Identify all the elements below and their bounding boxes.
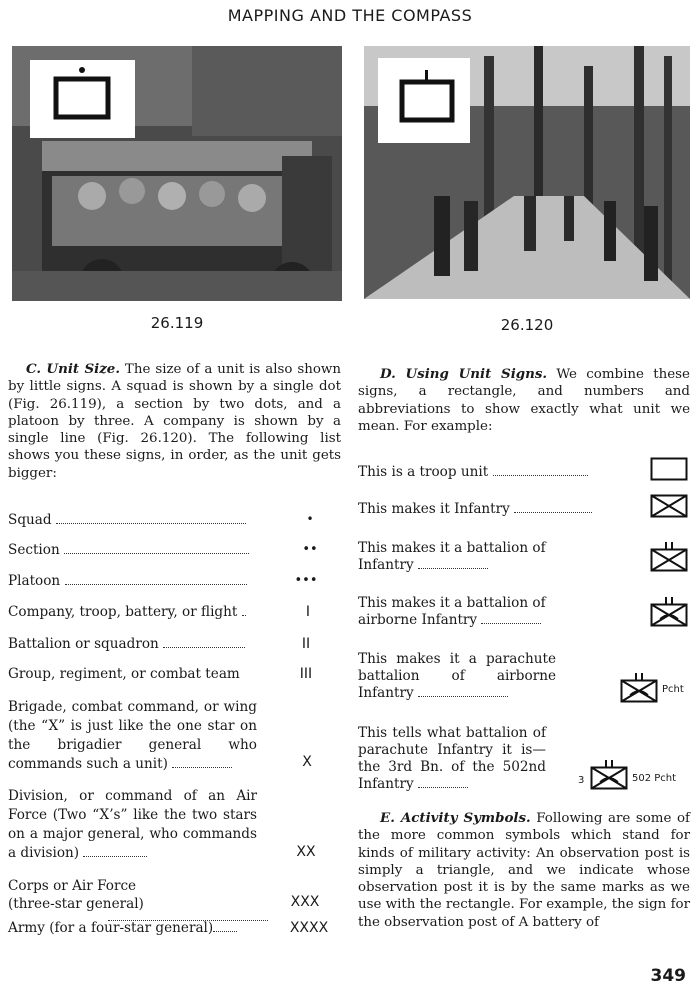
sign-label: This makes it a parachute battalion of airborne Infantry (358, 651, 556, 701)
unit-symbol: X (302, 754, 312, 770)
unit-row-section (8, 542, 258, 560)
unit-symbol: III (299, 666, 313, 682)
photo-jungle (364, 46, 690, 299)
unit-row-division (8, 787, 257, 863)
section-d-paragraph (358, 366, 690, 435)
figure-caption-1: 26.119 (150, 314, 204, 332)
unit-label: Army (for a four-star general) (8, 920, 214, 936)
sign-label: This makes it a battalion of Infantry (358, 540, 546, 573)
section-e-heading: E. Activity Symbols. (380, 810, 531, 826)
unit-label: Corps or Air Force (three-star general) (8, 878, 144, 912)
page-number: 349 (650, 966, 686, 986)
unit-row-army (8, 920, 273, 938)
unit-label: Company, troop, battery, or flight (8, 604, 238, 620)
unit-row-group (8, 666, 268, 684)
figure-caption-2: 26.120 (500, 316, 554, 334)
unit-row-brigade (8, 698, 257, 774)
unit-symbol: •• (302, 542, 318, 557)
battalion-number-note: 3 (578, 775, 585, 786)
sign-row-battalion-infantry (358, 540, 553, 574)
photo-truck (12, 46, 342, 301)
sign-row-troop (358, 464, 618, 482)
regiment-note: 502 Pcht (632, 773, 677, 784)
unit-symbol: ••• (294, 573, 318, 588)
section-d-heading: D. Using Unit Signs. (380, 366, 548, 382)
sign-label: This makes it Infantry (358, 501, 510, 517)
pcht-note: Pcht (662, 684, 684, 695)
unit-symbol: XX (296, 844, 316, 860)
section-e-paragraph (358, 810, 690, 931)
unit-symbol: I (305, 604, 311, 620)
unit-symbol: • (306, 512, 314, 526)
unit-symbol: II (301, 636, 311, 652)
sign-row-502nd (358, 725, 546, 793)
section-c-paragraph (8, 361, 341, 482)
unit-label: Group, regiment, or combat team (8, 666, 240, 682)
unit-label: Squad (8, 512, 52, 528)
unit-row-squad (8, 512, 258, 530)
unit-label: Battalion or squadron (8, 636, 159, 652)
unit-label: Division, or command of an Air Force (Two “X’s” like the two stars on a major general, who commands a division) (8, 788, 257, 861)
section-c-heading: C. Unit Size. (26, 361, 120, 377)
unit-label: Brigade, combat command, or wing (the “X” is just like the one star on the brigadier general who commands such a unit) (8, 699, 257, 772)
section-c-text: The size of a unit is also shown by little signs. A squad is shown by a single dot (Fig. 26.119), a section by two dots, and a platoon by three. A company is shown by a single line (Fig. 26.120). The following list shows you these signs, in order, as the unit gets bigger: (8, 362, 342, 481)
battalion-infantry-sign (650, 542, 688, 572)
unit-row-battalion (8, 636, 268, 654)
sign-row-infantry (358, 501, 618, 519)
502nd-parachute-battalion-sign (590, 760, 628, 790)
running-header: MAPPING AND THE COMPASS (227, 6, 473, 25)
sign-row-battalion-airborne (358, 595, 568, 629)
infantry-sign (650, 494, 688, 518)
unit-symbol: XXXX (289, 920, 329, 936)
sign-label: This is a troop unit (358, 464, 489, 480)
battalion-airborne-sign (650, 597, 688, 627)
unit-symbol: XXX (290, 894, 320, 910)
section-d-text: We combine these signs, a rectangle, and numbers and abbreviations to show exactly what unit we mean. For example: (358, 367, 690, 434)
sign-row-parachute (358, 651, 556, 702)
sign-label: This makes it a battalion of airborne Infantry (358, 595, 546, 628)
unit-label: Section (8, 542, 60, 558)
section-e-text: Following are some of the more common symbols which stand for kinds of military activity: An observation post is simply a triangle, and we indicate whose observation post it is by the same marks as we use with the rectangle. For example, the sign for the observation post of A battery of (358, 811, 690, 930)
unit-row-company (8, 604, 268, 622)
parachute-battalion-sign (620, 673, 658, 703)
sign-label: This tells what battalion of parachute Infantry it is—the 3rd Bn. of the 502nd Infantry (358, 725, 546, 792)
troop-unit-sign (650, 457, 688, 481)
unit-row-platoon (8, 573, 258, 591)
unit-label: Platoon (8, 573, 61, 589)
